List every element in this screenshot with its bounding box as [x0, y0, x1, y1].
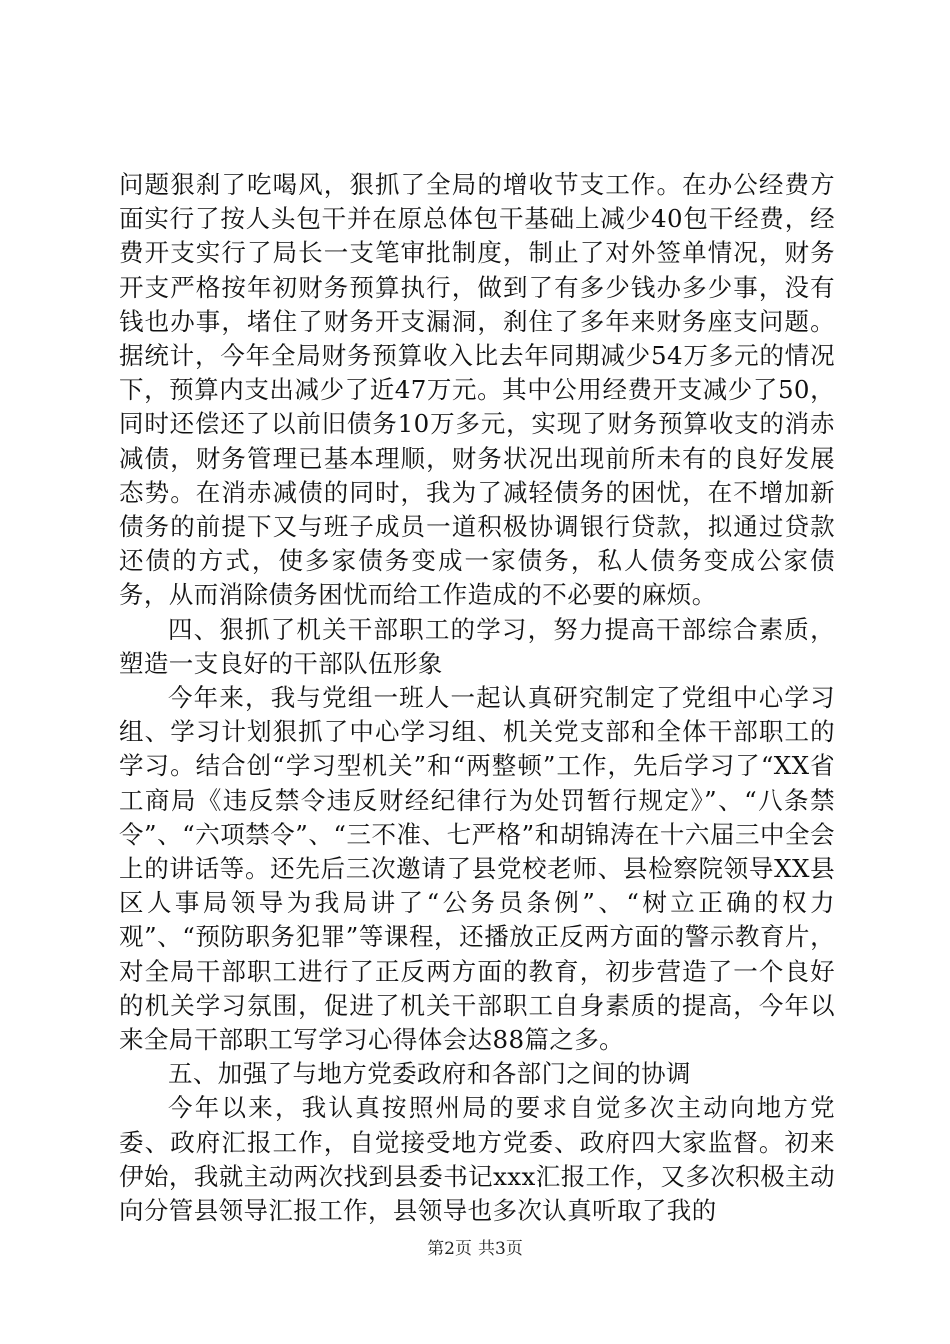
paragraph-coordination: 今年以来，我认真按照州局的要求自觉多次主动向地方党委、政府汇报工作，自觉接受地方党委、政府四大家监督。初来伊始，我就主动两次找到县委书记xxx汇报工作，又多次积极主动向分管县领导汇报工作，县领导也多次认真听取了我的: [119, 1093, 835, 1226]
paragraph-study: 今年来，我与党组一班人一起认真研究制定了党组中心学习组、学习计划狠抓了中心学习组、机关党支部和全体干部职工的学习。结合创“学习型机关”和“两整顿”工作，先后学习了“XX省工商局《违反禁令违反财经纪律行为处罚暂行规定》”、“八条禁令”、“六项禁令”、“三不准、七严格”和胡锦涛在十六届三中全会上的讲话等。还先后三次邀请了县党校老师、县检察院领导XX县区人事局领导为我局讲了“公务员条例”、“树立正确的权力观”、“预防职务犯罪”等课程，还播放正反两方面的警示教育片，对全局干部职工进行了正反两方面的教育，初步营造了一个良好的机关学习氛围，促进了机关干部职工自身素质的提高，今年以来全局干部职工写学习心得体会达88篇之多。: [119, 683, 835, 1055]
paragraph-continued: 问题狠刹了吃喝风，狠抓了全局的增收节支工作。在办公经费方面实行了按人头包干并在原总体包干基础上减少40包干经费，经费开支实行了局长一支笔审批制度，制止了对外签单情况，财务开支严格按年初财务预算执行，做到了有多少钱办多少事，没有钱也办事，堵住了财务开支漏洞，刹住了多年来财务座支问题。据统计，今年全局财务预算收入比去年同期减少54万多元的情况下，预算内支出减少了近47万元。其中公用经费开支减少了50，同时还偿还了以前旧债务10万多元，实现了财务预算收支的消赤减债，财务管理已基本理顺，财务状况出现前所未有的良好发展态势。在消赤减债的同时，我为了减轻债务的困忧，在不增加新债务的前提下又与班子成员一道积极协调银行贷款，拟通过贷款还债的方式，使多家债务变成一家债务，私人债务变成公家债务，从而消除债务困忧而给工作造成的不必要的麻烦。: [119, 170, 835, 610]
page-total: 共3页: [478, 1239, 523, 1259]
page-number: 第2页: [427, 1239, 472, 1259]
page-footer: [0, 1238, 950, 1260]
section-heading-five: 五、加强了与地方党委政府和各部门之间的协调: [168, 1059, 691, 1089]
document-body: [119, 168, 835, 1228]
section-heading-four: 四、狠抓了机关干部职工的学习，努力提高干部综合素质，塑造一支良好的干部队伍形象: [119, 614, 835, 678]
